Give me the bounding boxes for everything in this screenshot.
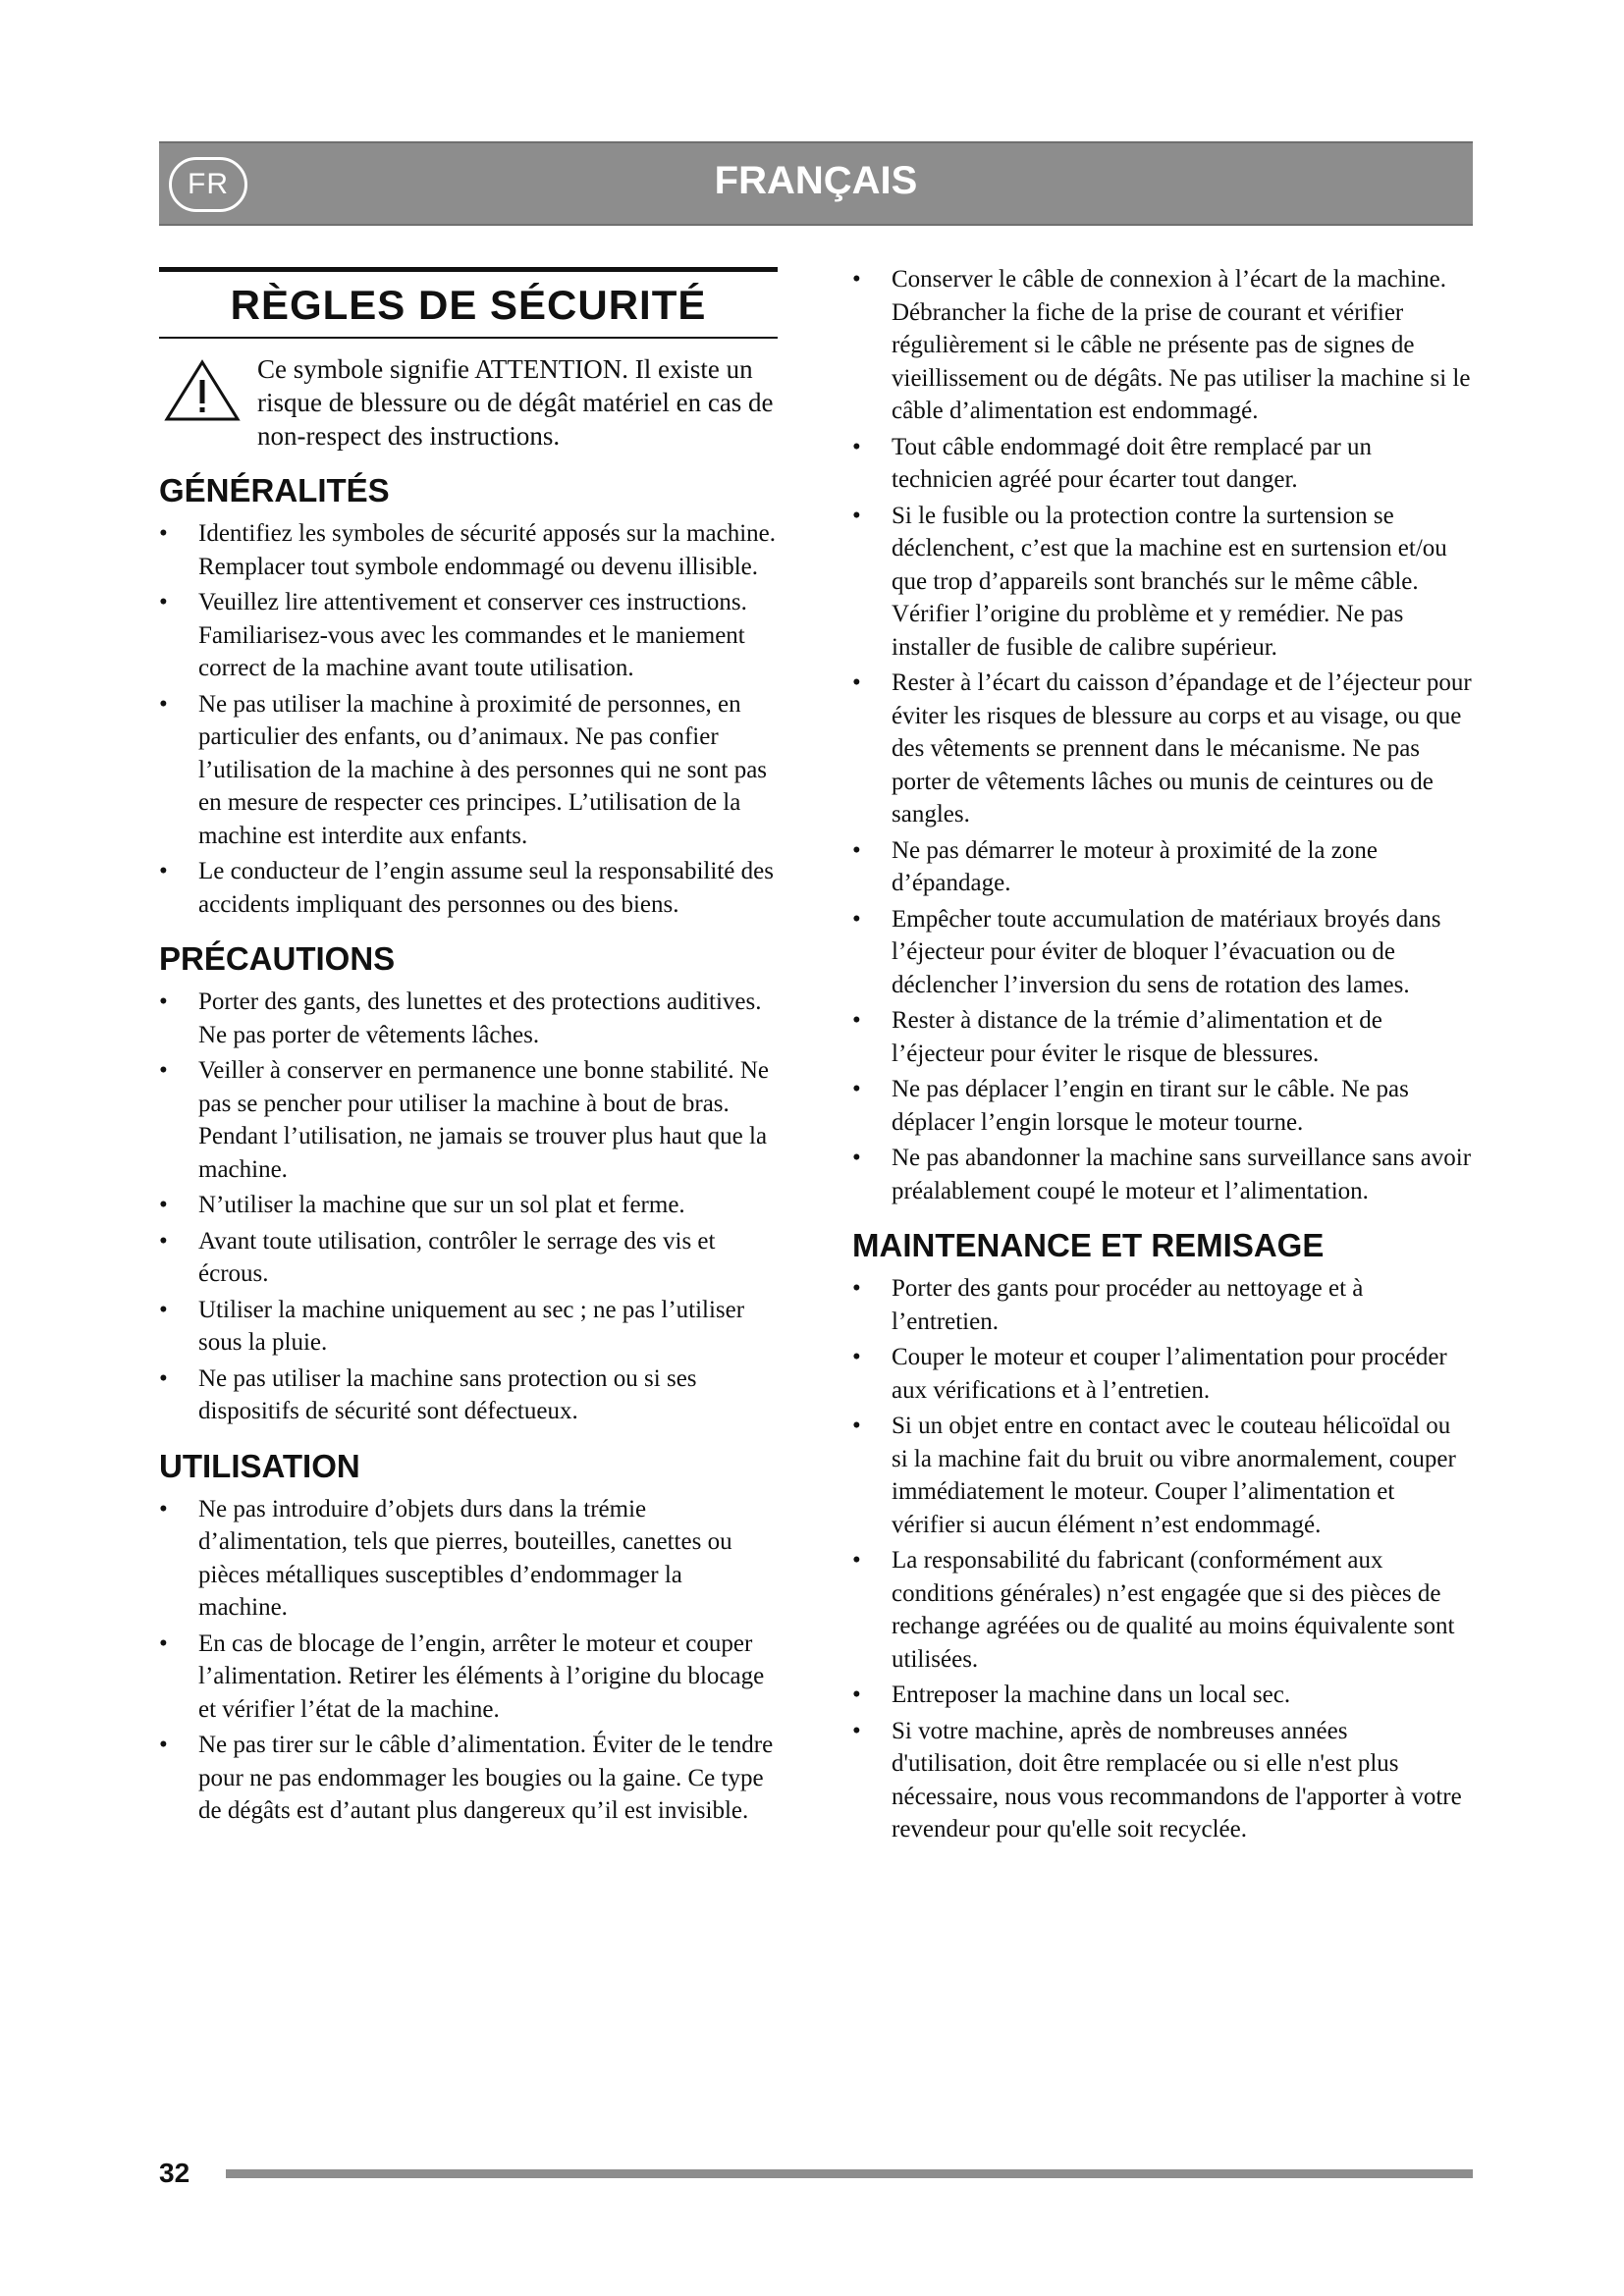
warning-notice	[159, 352, 778, 453]
language-banner	[159, 141, 1473, 226]
list-item: • La responsabilité du fabricant (conformément aux conditions générales) n’est engagée que si des pièces de rechange agréées ou de qualité au moins équivalente sont utilisées.	[852, 1544, 1473, 1676]
list-item: • Veuillez lire attentivement et conserver ces instructions. Familiarisez-vous avec les commandes et le maniement correct de la machine avant toute utilisation.	[159, 586, 778, 685]
list-maintenance	[852, 1272, 1473, 1846]
list-item: • En cas de blocage de l’engin, arrêter le moteur et couper l’alimentation. Retirer les éléments à l’origine du blocage et vérifier l’état de la machine.	[159, 1628, 778, 1727]
list-item: • Ne pas démarrer le moteur à proximité de la zone d’épandage.	[852, 834, 1473, 900]
list-item: • N’utiliser la machine que sur un sol plat et ferme.	[159, 1189, 778, 1222]
left-column	[159, 267, 778, 1831]
list-item: • Ne pas utiliser la machine à proximité de personnes, en particulier des enfants, ou d’animaux. Ne pas confier l’utilisation de la machine à des personnes qui ne sont pas en mesure de respecter ces principes. L’utilisation de la machine est interdite aux enfants.	[159, 688, 778, 853]
list-item: • Couper le moteur et couper l’alimentation pour procéder aux vérifications et à l’entretien.	[852, 1341, 1473, 1407]
list-item: • Si votre machine, après de nombreuses années d'utilisation, doit être remplacée ou si elle n'est plus nécessaire, nous vous recommandons de l'apporter à votre revendeur pour qu'elle soit recyclée.	[852, 1715, 1473, 1846]
list-item: • Avant toute utilisation, contrôler le serrage des vis et écrous.	[159, 1225, 778, 1291]
list-item: • Ne pas introduire d’objets durs dans la trémie d’alimentation, tels que pierres, bouteilles, canettes ou pièces métalliques susceptibles d’endommager la machine.	[159, 1493, 778, 1625]
section-title-precautions: PRÉCAUTIONS	[159, 940, 396, 977]
list-item: • Rester à distance de la trémie d’alimentation et de l’éjecteur pour éviter le risque de blessures.	[852, 1004, 1473, 1070]
list-item: • Rester à l’écart du caisson d’épandage et de l’éjecteur pour éviter les risques de blessure au corps et au visage, ou que des vêtements se prennent dans le mécanisme. Ne pas porter de vêtements lâches ou munis de ceintures ou de sangles.	[852, 667, 1473, 831]
list-generalites	[159, 517, 778, 921]
list-item: • Entreposer la machine dans un local sec.	[852, 1679, 1473, 1712]
list-precautions	[159, 986, 778, 1428]
list-item: • Empêcher toute accumulation de matériaux broyés dans l’éjecteur pour éviter de bloquer l’évacuation ou de déclencher l’inversion du sens de rotation des lames.	[852, 903, 1473, 1002]
list-item: • Si le fusible ou la protection contre la surtension se déclenchent, c’est que la machine est en surtension et/ou que trop d’appareils sont branchés sur le même câble. Vérifier l’origine du problème et y remédier. Ne pas installer de fusible de calibre supérieur.	[852, 500, 1473, 665]
list-item: • Utiliser la machine uniquement au sec ; ne pas l’utiliser sous la pluie.	[159, 1294, 778, 1360]
list-item: • Ne pas abandonner la machine sans surveillance sans avoir préalablement coupé le moteur et l’alimentation.	[852, 1142, 1473, 1207]
footer-rule	[226, 2169, 1473, 2178]
right-column	[852, 263, 1473, 1849]
list-item: • Ne pas déplacer l’engin en tirant sur le câble. Ne pas déplacer l’engin lorsque le moteur tourne.	[852, 1073, 1473, 1139]
list-utilisation-part1	[159, 1493, 778, 1828]
warning-triangle-icon	[163, 358, 242, 423]
list-item: • Si un objet entre en contact avec le couteau hélicoïdal ou si la machine fait du bruit ou vibre anormalement, couper immédiatement le moteur. Couper l’alimentation et vérifier si aucun élément n’est endommagé.	[852, 1410, 1473, 1541]
list-item: • Conserver le câble de connexion à l’écart de la machine. Débrancher la fiche de la prise de courant et vérifier régulièrement si le câble ne présente pas de signes de vieillissement ou de dégâts. Ne pas utiliser la machine si le câble d’alimentation est endommagé.	[852, 263, 1473, 428]
warning-text: Ce symbole signifie ATTENTION. Il existe un risque de blessure ou de dégât matériel en cas de non-respect des instructions.	[257, 354, 774, 451]
page-title: RÈGLES DE SÉCURITÉ	[230, 282, 707, 328]
list-item: • Identifiez les symboles de sécurité apposés sur la machine. Remplacer tout symbole endommagé ou devenu illisible.	[159, 517, 778, 583]
list-item: • Ne pas tirer sur le câble d’alimentation. Éviter de le tendre pour ne pas endommager les bougies ou la gaine. Ce type de dégâts est d’autant plus dangereux qu’il est invisible.	[159, 1729, 778, 1828]
list-item: • Tout câble endommagé doit être remplacé par un technicien agréé pour écarter tout danger.	[852, 431, 1473, 497]
banner-title: FRANÇAIS	[714, 159, 918, 202]
list-item: • Veiller à conserver en permanence une bonne stabilité. Ne pas se pencher pour utiliser la machine à bout de bras. Pendant l’utilisation, ne jamais se trouver plus haut que la machine.	[159, 1054, 778, 1186]
section-title-generalites: GÉNÉRALITÉS	[159, 472, 390, 508]
list-utilisation-part2	[852, 263, 1473, 1207]
section-title-maintenance: MAINTENANCE ET REMISAGE	[852, 1227, 1325, 1263]
list-item: • Ne pas utiliser la machine sans protection ou si ses dispositifs de sécurité sont défectueux.	[159, 1362, 778, 1428]
list-item: • Porter des gants pour procéder au nettoyage et à l’entretien.	[852, 1272, 1473, 1338]
title-rule-top	[159, 267, 778, 272]
language-badge: FR	[169, 157, 247, 212]
list-item: • Le conducteur de l’engin assume seul la responsabilité des accidents impliquant des personnes ou des biens.	[159, 855, 778, 921]
page-number: 32	[159, 2158, 190, 2188]
list-item: • Porter des gants, des lunettes et des protections auditives. Ne pas porter de vêtements lâches.	[159, 986, 778, 1051]
title-rule-bottom	[159, 337, 778, 339]
section-title-utilisation: UTILISATION	[159, 1447, 360, 1484]
